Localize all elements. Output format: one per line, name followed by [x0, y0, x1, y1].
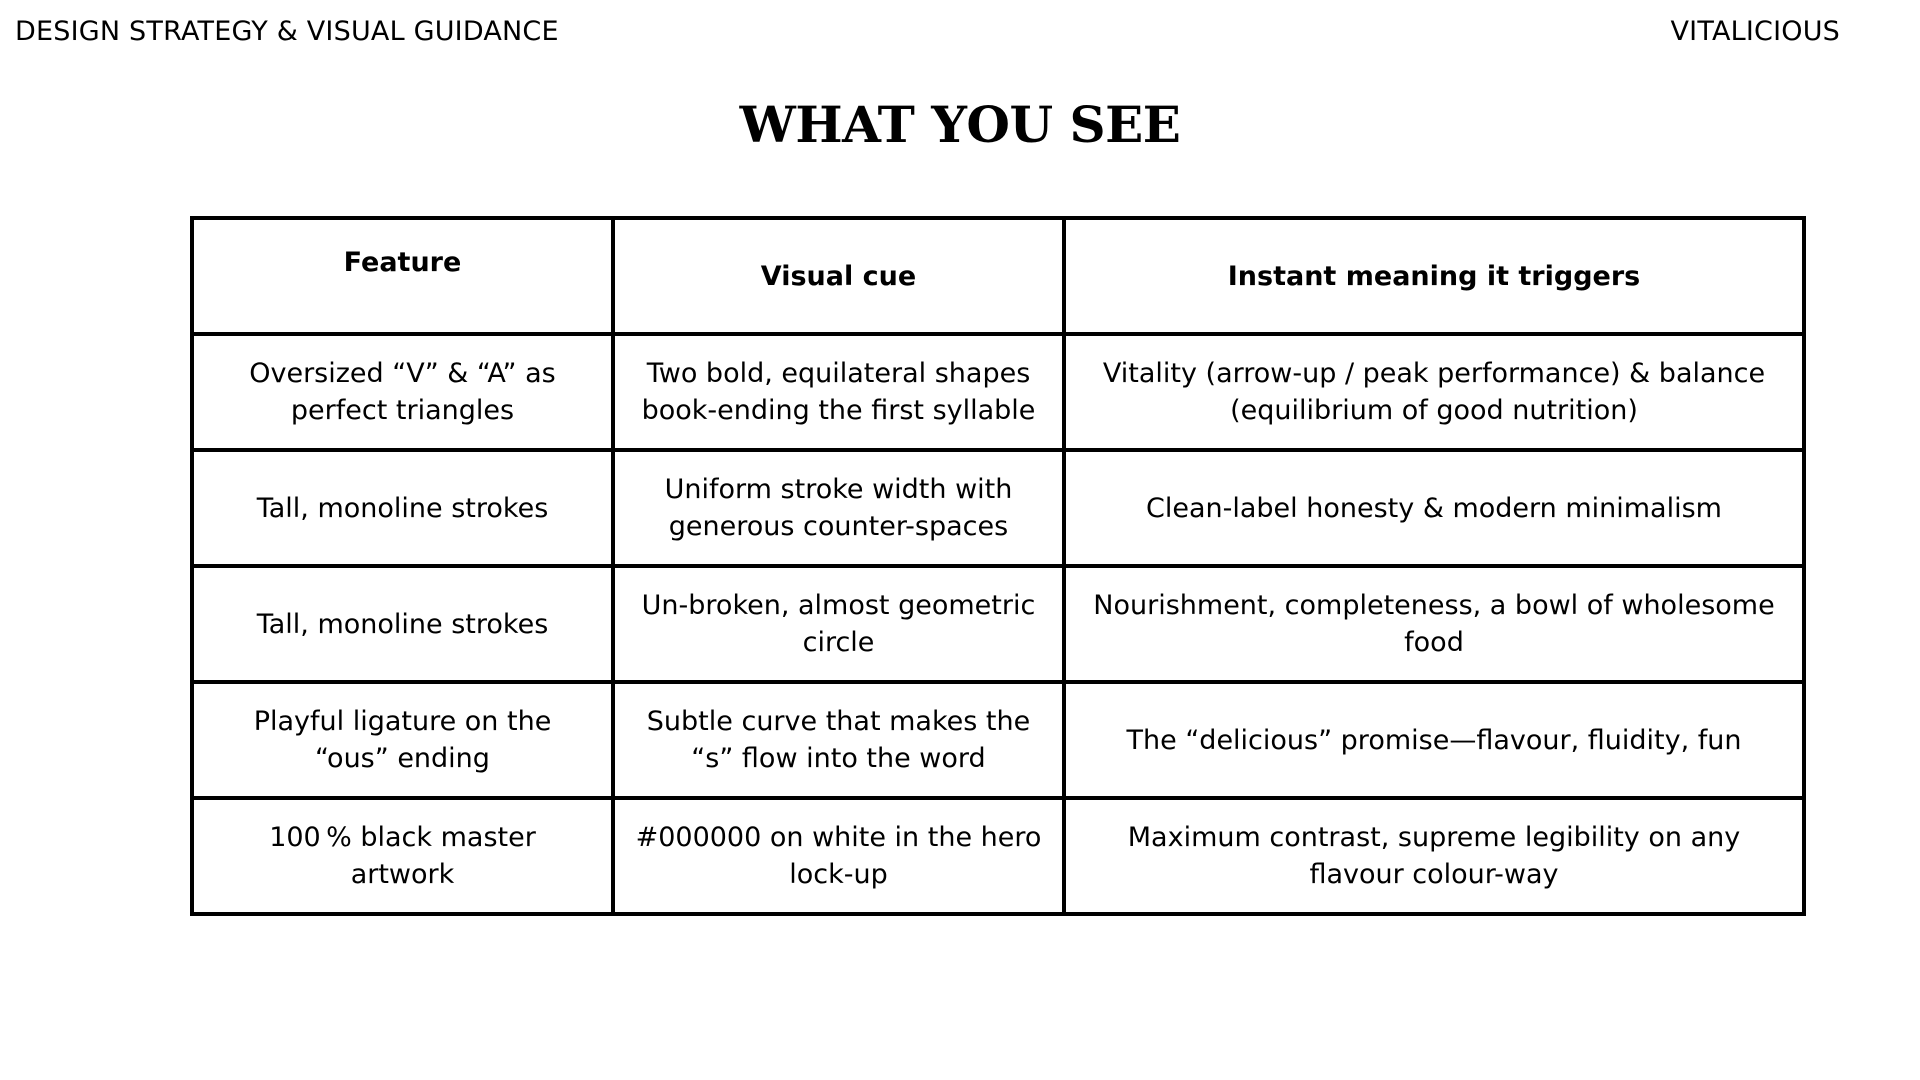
cell-feature: 100 % black master artwork [192, 798, 613, 914]
cell-feature: Oversized “V” & “A” as perfect triangles [192, 334, 613, 450]
header-section-label: DESIGN STRATEGY & VISUAL GUIDANCE [15, 16, 559, 47]
table-row [192, 450, 1804, 566]
cell-feature: Playful ligature on the “ous” ending [192, 682, 613, 798]
cell-meaning: Maximum contrast, supreme legibility on any flavour colour-way [1064, 798, 1804, 914]
features-table [190, 216, 1806, 916]
column-header-visual-cue: Visual cue [613, 218, 1064, 334]
cell-meaning: Clean-label honesty & modern minimalism [1064, 450, 1804, 566]
cell-feature: Tall, monoline strokes [192, 450, 613, 566]
cell-visual-cue: Un-broken, almost geometric circle [613, 566, 1064, 682]
table-header-row [192, 218, 1804, 334]
cell-meaning: Nourishment, completeness, a bowl of wholesome food [1064, 566, 1804, 682]
cell-visual-cue: Two bold, equilateral shapes book-ending the first syllable [613, 334, 1064, 450]
cell-visual-cue: Subtle curve that makes the “s” flow into the word [613, 682, 1064, 798]
table-row [192, 682, 1804, 798]
column-header-meaning: Instant meaning it triggers [1064, 218, 1804, 334]
table-row [192, 798, 1804, 914]
cell-meaning: The “delicious” promise—flavour, fluidity, fun [1064, 682, 1804, 798]
page-title: WHAT YOU SEE [739, 95, 1181, 154]
column-header-feature: Feature [192, 218, 613, 334]
cell-visual-cue: #000000 on white in the hero lock-up [613, 798, 1064, 914]
cell-meaning: Vitality (arrow-up / peak performance) & balance (equilibrium of good nutrition) [1064, 334, 1804, 450]
cell-visual-cue: Uniform stroke width with generous counter-spaces [613, 450, 1064, 566]
table-row [192, 566, 1804, 682]
table-row [192, 334, 1804, 450]
header-brand-name: VITALICIOUS [1670, 16, 1840, 47]
cell-feature: Tall, monoline strokes [192, 566, 613, 682]
